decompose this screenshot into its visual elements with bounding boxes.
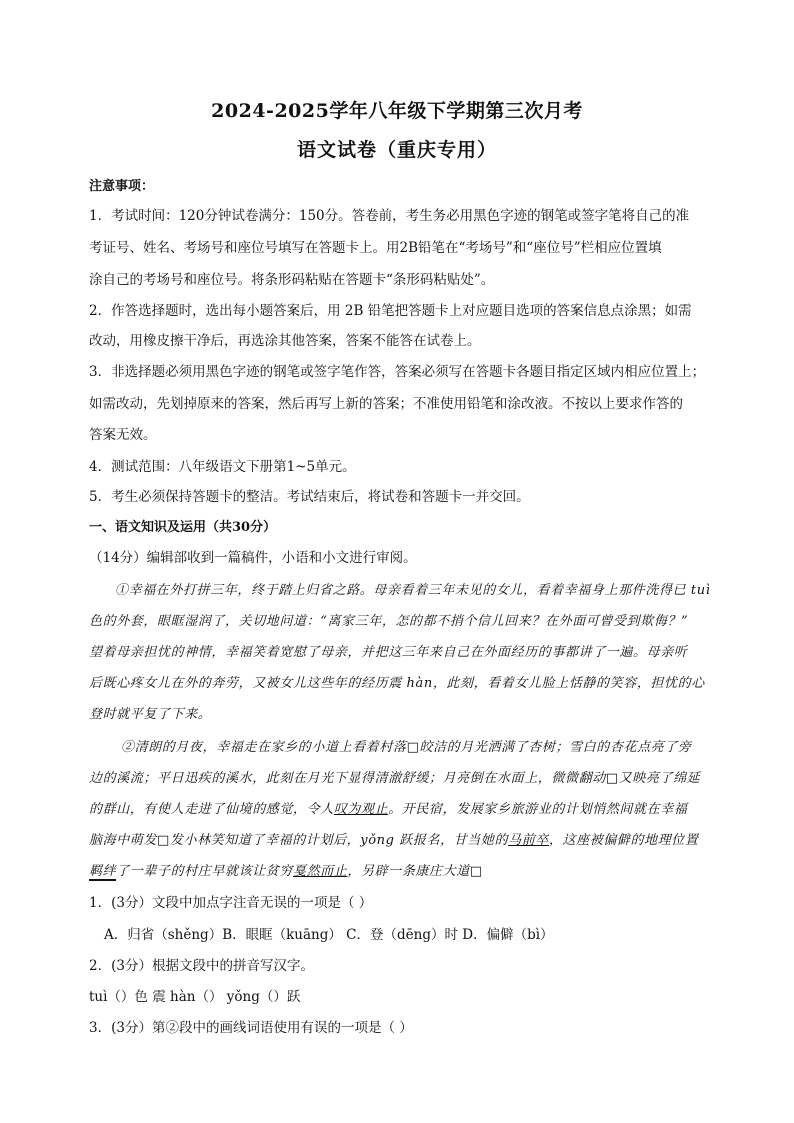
- passage-line: [89, 862, 709, 882]
- notice-line: 4．测试范围：八年级语文下册第1~5单元。: [89, 459, 356, 475]
- passage-text: 。开民宿，发展家乡旅游业的计划悄然间就在幸福: [388, 802, 688, 817]
- notice-line: 5．考生必须保持答题卡的整洁。考试结束后，将试卷和答题卡一并交回。: [89, 489, 530, 505]
- notice-line: 考证号、姓名、考场号和座位号填写在答题卡上。用2B铅笔在“考场号”和“座位号”栏相应位置填: [89, 240, 662, 256]
- notice-line: 改动，用橡皮擦干净后，再选涂其他答案，答案不能答在试卷上。: [89, 333, 481, 349]
- notice-line: 如需改动，先划掉原来的答案，然后再写上新的答案；不准使用铅笔和涂改液。不按以上要求作答的: [89, 396, 683, 412]
- passage-line: ①幸福在外打拼三年，终于踏上归省之路。母亲看着三年未见的女儿，看着幸福身上那件洗得已 tuì: [115, 583, 711, 598]
- notice-line: 1．考试时间：120分钟试卷满分：150分。答卷前，考生务必用黑色字迹的钢笔或签字笔将自己的准: [89, 208, 690, 224]
- question-3-stem: 3．(3分）第②段中的画线词语使用有误的一项是（ ）: [89, 1020, 413, 1036]
- underlined-phrase: 羁绊: [89, 864, 117, 879]
- notice-line: 答案无效。: [89, 427, 157, 443]
- section-intro: （14分）编辑部收到一篇稿件，小语和小文进行审阅。: [89, 550, 417, 566]
- passage-text: ，另辟一条康庄大道□: [347, 864, 483, 879]
- underlined-phrase: 戛然而止: [293, 864, 348, 879]
- passage-line: 望着母亲担忧的神情，幸福笑着宽慰了母亲，并把这三年来自己在外面经历的事都讲了一遍。母亲听: [89, 645, 688, 660]
- passage-text: 的群山，有使人走进了仙境的感觉，令人: [89, 802, 334, 817]
- exam-subtitle: 语文试卷（重庆专用）: [296, 139, 497, 161]
- question-2-stem: 2．(3分）根据文段中的拼音写汉字。: [89, 958, 314, 974]
- question-1-options: A．归省（shěng）B．眼眶（kuāng） C．登（dēng）时 D．偏僻（bì）: [104, 927, 554, 943]
- passage-line: 色的外套，眼眶湿润了，关切地问道：“离家三年，怎的都不捎个信儿回来？在外面可曾受到欺侮？”: [89, 614, 689, 629]
- passage-line: 登时就平复了下来。: [89, 707, 212, 722]
- section-heading: 一、语文知识及运用（共30分）: [89, 520, 277, 535]
- passage-line: ②清朗的月夜，幸福走在家乡的小道上看着村落□皎洁的月光洒满了杏树；雪白的杏花点亮了旁: [121, 740, 692, 755]
- exam-title: 2024-2025学年八年级下学期第三次月考: [211, 100, 583, 122]
- passage-text: ，这座被偏僻的地理位置: [548, 833, 699, 848]
- question-1-stem: 1．(3分）文段中加点字注音无误的一项是（ ）: [89, 895, 373, 911]
- notice-heading: 注意事项：: [89, 179, 155, 194]
- passage-text: 了一辈子的村庄早就该让贫穷: [116, 864, 294, 879]
- notice-line: 2．作答选择题时，选出每小题答案后，用 2B 铅笔把答题卡上对应题目选项的答案信息点涂黑；如需: [89, 303, 692, 319]
- passage-line: [89, 831, 709, 851]
- passage-line: 边的溪流；平日迅疾的溪水，此刻在月光下显得清澈舒缓；月亮倒在水面上，微微翻动□又映亮了绵延: [89, 771, 701, 786]
- passage-line: [89, 800, 709, 820]
- underlined-phrase: 叹为观止: [333, 802, 389, 817]
- notice-line: 涂自己的考场号和座位号。将条形码粘贴在答题卡“条形码粘贴处”。: [89, 272, 495, 288]
- passage-line: 后既心疼女儿在外的奔劳，又被女儿这些年的经历震 hàn，此刻，看着女儿脸上恬静的笑容，担忧的心: [89, 676, 705, 691]
- passage-text: 脑海中萌发□发小林笑知道了幸福的计划后，yǒng 跃报名，甘当她的: [89, 833, 509, 848]
- question-2-blanks: tuì（）色 震 hàn（） yǒng（）跃: [89, 989, 301, 1005]
- notice-line: 3．非选择题必须用黑色字迹的钢笔或签字笔作答，答案必须写在答题卡各题目指定区域内相应位置上；: [89, 364, 706, 380]
- underlined-phrase: 马前卒: [508, 833, 549, 848]
